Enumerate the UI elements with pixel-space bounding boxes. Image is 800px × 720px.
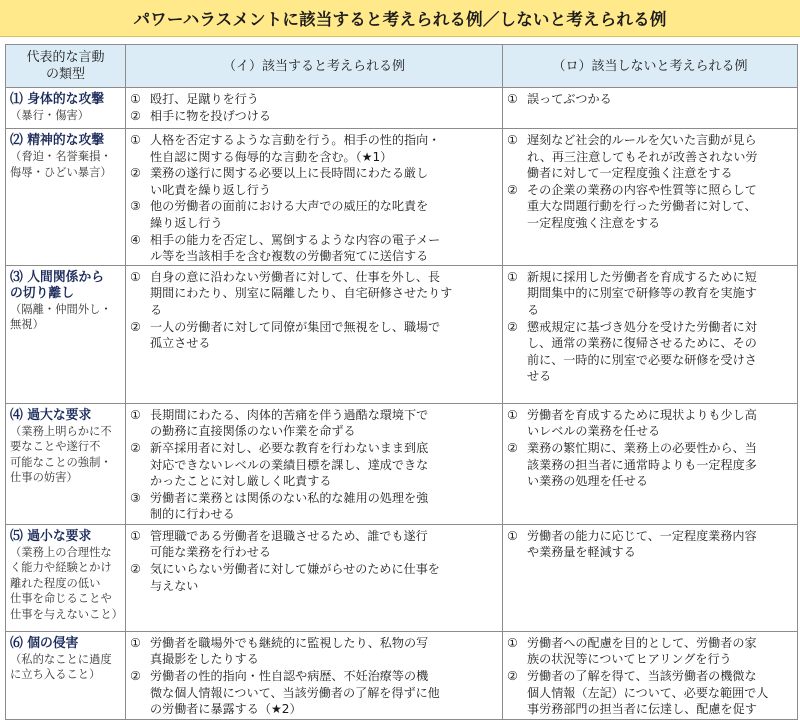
item-text: 管理職である労働者を退職させるため、誰でも遂行 可能な業務を行わせる (150, 528, 428, 560)
list-item (130, 108, 498, 125)
category-cell (6, 524, 126, 631)
item-text: 相手の能力を否定し、罵倒するような内容の電子メー ル等を当該相手を含む複数の労働者宛てに送信する (150, 232, 441, 264)
applicable-examples (126, 129, 503, 266)
list-item (130, 132, 498, 165)
item-number: ② (130, 319, 141, 334)
category-cell (6, 631, 126, 719)
list-item (507, 182, 793, 232)
item-text: 労働者への配慮を目的として、労働者の家 族の状況等についてヒアリングを行う (527, 635, 757, 667)
item-text: 新規に採用した労働者を育成するために短 期間集中的に別室で研修等の教育を実施す る (527, 269, 757, 317)
item-number: ① (130, 528, 141, 543)
category-description: （暴行・傷害） (10, 109, 90, 122)
item-text: 労働者の能力に応じて、一定程度業務内容 や業務量を軽減する (527, 528, 757, 560)
item-number: ① (507, 269, 518, 284)
item-text: 労働者の了解を得て、当該労働者の機微な 個人情報（左記）について、必要な範囲で人 事労務部門の担当者に伝達し、配慮を促す (527, 668, 769, 717)
list-item (130, 91, 498, 108)
category-cell (6, 403, 126, 524)
item-number: ② (130, 166, 141, 181)
page-title: パワーハラスメントに該当すると考えられる例／しないと考えられる例 (0, 0, 800, 37)
not-applicable-examples (503, 129, 798, 266)
category-cell (6, 129, 126, 266)
harassment-table (5, 44, 798, 720)
item-text: 労働者を職場外でも継続的に監視したり、私物の写 真撮影をしたりする (150, 635, 429, 667)
item-number: ① (130, 407, 141, 422)
item-number: ② (130, 440, 141, 455)
item-text: その企業の業務の内容や性質等に照らして 重大な問題行動を行った労働者に対して、 一定程度強く注意をする (527, 182, 757, 230)
not-applicable-examples (503, 524, 798, 631)
item-number: ① (130, 635, 141, 650)
list-item (130, 319, 498, 352)
category-name: ⑴ 身体的な攻撃 (10, 92, 105, 107)
category-description: （脅迫・名誉棄損・ 侮辱・ひどい暴言） (10, 150, 112, 179)
list-item (130, 528, 498, 561)
list-item (507, 407, 793, 440)
item-text: 労働者の性的指向・性自認や病歴、不妊治療等の機 微な個人情報について、当該労働者の了解を得ずに他 の労働者に暴露する（★2） (150, 668, 440, 717)
item-text: 遅刻など社会的ルールを欠いた言動が見ら れ、再三注意してもそれが改善されない労 働者に対して一定程度強く注意をする (527, 133, 758, 181)
item-number: ① (507, 92, 518, 106)
list-item (507, 528, 793, 561)
item-number: ③ (130, 490, 141, 505)
list-item (507, 668, 793, 718)
header-applicable: （イ）該当すると考えられる例 (126, 45, 503, 88)
item-number: ② (507, 182, 518, 197)
item-text: 労働者に業務とは関係のない私的な雑用の処理を強 制的に行わせる (150, 490, 429, 522)
item-text: 懲戒規定に基づき処分を受けた労働者に対 し、通常の業務に復帰させるために、その 前に、一時的に別室で必要な研修を受けさ せる (527, 319, 757, 384)
item-number: ① (507, 407, 518, 422)
item-number: ② (130, 668, 141, 683)
item-text: 業務の遂行に関する必要以上に長時間にわたる厳し い叱責を繰り返し行う (150, 166, 429, 197)
item-number: ① (130, 92, 141, 106)
not-applicable-examples (503, 265, 798, 403)
item-number: ① (130, 133, 141, 147)
list-item (130, 232, 498, 265)
not-applicable-examples (503, 631, 798, 719)
item-number: ④ (130, 232, 141, 247)
category-name: ⑷ 過大な要求 (10, 407, 92, 423)
item-text: 労働者を育成するために現状よりも少し高 いレベルの業務を任せる (527, 407, 757, 439)
category-description: （隔離・仲間外し・ 無視） (10, 302, 112, 332)
item-number: ② (507, 319, 518, 334)
item-text: 一人の労働者に対して同僚が集団で無視をし、職場で 孤立させる (150, 319, 441, 351)
applicable-examples (126, 403, 503, 524)
item-number: ① (507, 133, 518, 147)
applicable-examples (126, 631, 503, 719)
item-text: 業務の繁忙期に、業務上の必要性から、当 該業務の担当者に通常時よりも一定程度多 い業務の処理を任せる (527, 440, 757, 489)
item-number: ③ (130, 199, 141, 214)
category-description: （業務上の合理性な く能力や経験とかけ 離れた程度の低い 仕事を命じることや 仕事を与えないこと） (10, 545, 123, 621)
table-row (6, 265, 798, 403)
list-item (130, 407, 498, 440)
list-item (130, 269, 498, 319)
list-item (507, 269, 793, 319)
item-number: ② (130, 108, 141, 123)
category-cell (6, 265, 126, 403)
header-category: 代表的な言動 の類型 (6, 45, 126, 88)
applicable-examples (126, 265, 503, 403)
list-item (507, 132, 793, 182)
item-text: 誤ってぶつかる (527, 92, 612, 106)
table-row (6, 88, 798, 129)
list-item (130, 668, 498, 718)
category-name: ⑵ 精神的な攻撃 (10, 133, 105, 148)
applicable-examples (126, 524, 503, 631)
item-number: ② (130, 561, 141, 576)
item-text: 新卒採用者に対し、必要な教育を行わないまま到底 対応できないレベルの業績目標を課し、達成できな かったことに対し厳しく叱責する (150, 440, 429, 489)
header-not-applicable: （ロ）該当しないと考えられる例 (503, 45, 798, 88)
list-item (507, 91, 793, 108)
item-text: 殴打、足蹴りを行う (150, 92, 259, 106)
not-applicable-examples (503, 403, 798, 524)
item-number: ① (507, 528, 518, 543)
category-name: ⑹ 個の侵害 (10, 635, 79, 651)
item-text: 人格を否定するような言動を行う。相手の性的指向・ 性自認に関する侮辱的な言動を含む。（★1） (150, 133, 441, 164)
table-row (6, 403, 798, 524)
category-description: （業務上明らかに不 要なことや遂行不 可能なことの強制・ 仕事の妨害） (10, 424, 112, 485)
category-description: （私的なことに過度 に立ち入ること） (10, 652, 112, 682)
list-item (507, 440, 793, 490)
category-name: ⑶ 人間関係から の切り離し (10, 269, 105, 301)
item-text: 他の労働者の面前における大声での威圧的な叱責を 繰り返し行う (150, 199, 429, 230)
table-row (6, 129, 798, 266)
list-item (130, 635, 498, 668)
list-item (130, 440, 498, 490)
header-row (6, 45, 798, 88)
category-name: ⑸ 過小な要求 (10, 528, 92, 544)
table-row (6, 524, 798, 631)
list-item (130, 198, 498, 231)
applicable-examples (126, 88, 503, 129)
item-text: 長期間にわたる、肉体的苦痛を伴う過酷な環境下で の勤務に直接関係のない作業を命ずる (150, 407, 429, 439)
item-number: ② (507, 440, 518, 455)
item-text: 自身の意に沿わない労働者に対して、仕事を外し、長 期間にわたり、別室に隔離したり、自宅研修させたりす る (150, 269, 453, 317)
list-item (507, 635, 793, 668)
category-cell (6, 88, 126, 129)
item-text: 相手に物を投げつける (150, 108, 271, 123)
item-text: 気にいらない労働者に対して嫌がらせのために仕事を 与えない (150, 561, 440, 593)
list-item (130, 165, 498, 198)
not-applicable-examples (503, 88, 798, 129)
list-item (507, 319, 793, 385)
list-item (130, 561, 498, 594)
table-row (6, 631, 798, 719)
item-number: ① (130, 269, 141, 284)
item-number: ② (507, 668, 518, 683)
list-item (130, 490, 498, 523)
item-number: ① (507, 635, 518, 650)
